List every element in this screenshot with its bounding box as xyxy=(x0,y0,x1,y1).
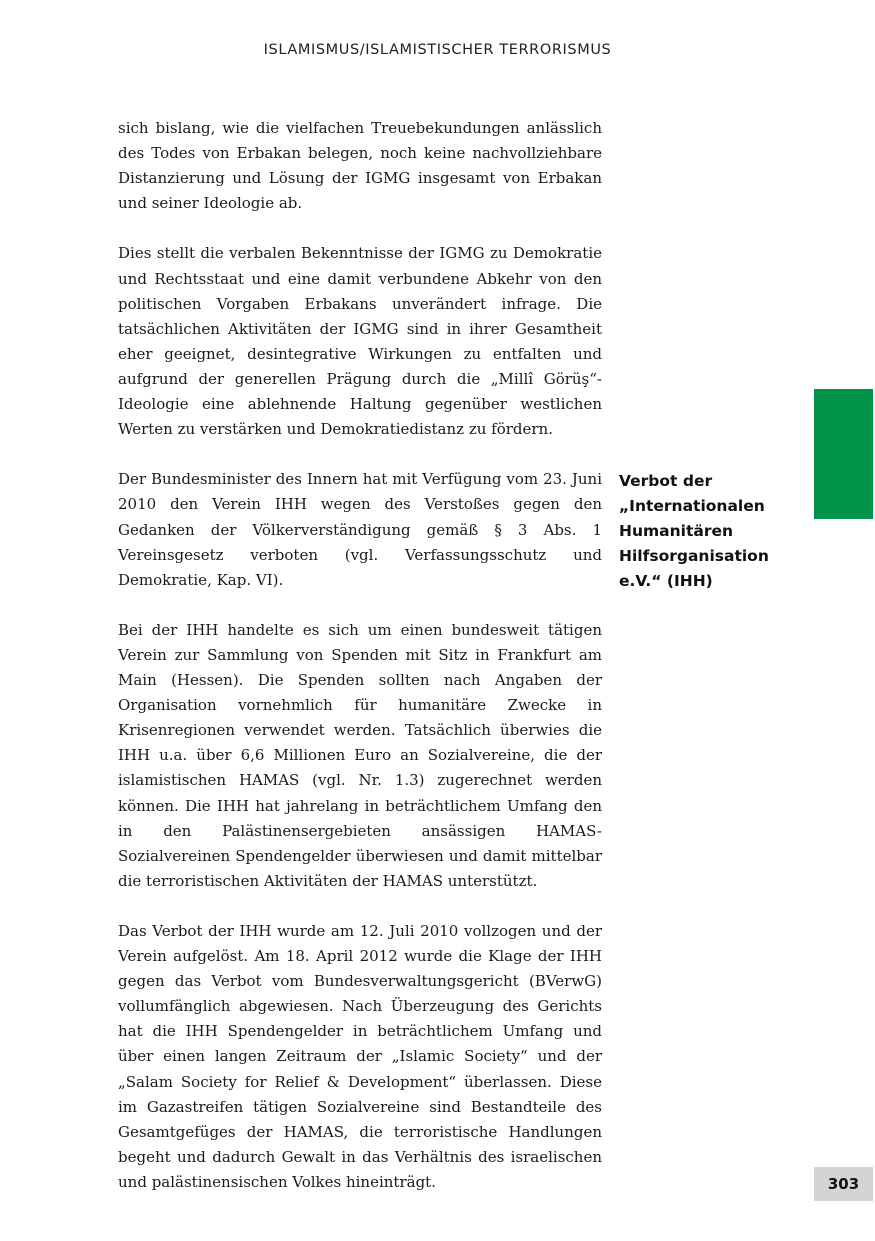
paragraph-3: Der Bundesminister des Innern hat mit Verfügung vom 23. Juni 2010 den Verein IHH wegen des Verstoßes gegen den Gedanken der Völkerverständigung gemäß § 3 Abs. 1 Vereinsgesetz verboten (vgl. Verfassungsschutz und Demokratie, Kap. VI). xyxy=(118,470,602,589)
margin-heading-line: „Internationalen xyxy=(619,497,765,515)
margin-heading-line: Verbot der xyxy=(619,472,713,490)
margin-heading-line: Hilfsorganisation xyxy=(619,547,769,565)
paragraph-5: Das Verbot der IHH wurde am 12. Juli 2010 vollzogen und der Verein aufgelöst. Am 18. April 2012 wurde die Klage der IHH gegen das Verbot vom Bundesverwaltungsgericht (BVerwG) vollumfänglich abgewiesen. Nach Überzeugung des Gerichts hat die IHH Spendengelder in beträchtlichem Umfang und über einen langen Zeitraum der „Islamic Society“ und der „Salam Society for Relief & Development“ überlassen. Diese im Gazastreifen tätigen Sozialvereine sind Bestandteile des Gesamtgefüges der HAMAS, die terroristische Handlungen begeht und dadurch Gewalt in das Verhältnis des israelischen und palästinensischen Volkes hineinträgt. xyxy=(118,922,602,1191)
section-color-tab xyxy=(814,389,873,519)
margin-heading-line: e.V.“ (IHH) xyxy=(619,572,713,590)
margin-heading xyxy=(619,469,789,594)
paragraph-2: Dies stellt die verbalen Bekenntnisse der IGMG zu Demokratie und Rechtsstaat und eine damit verbundene Abkehr von den politischen Vorgaben Erbakans unverändert infrage. Die tatsächlichen Aktivitäten der IGMG sind in ihrer Gesamtheit eher geeignet, desintegrative Wirkungen zu entfalten und aufgrund der generellen Prägung durch die „Millî Görüş“-Ideologie eine ablehnende Haltung gegenüber westlichen Werten zu verstärken und Demokratiedistanz zu fördern. xyxy=(118,244,602,439)
paragraph-1: sich bislang, wie die vielfachen Treuebekundungen anlässlich des Todes von Erbakan belegen, noch keine nachvollziehbare Distanzierung und Lösung der IGMG insgesamt von Erbakan und seiner Ideologie ab. xyxy=(118,119,602,213)
margin-heading-line: Humanitären xyxy=(619,522,734,540)
paragraph-4: Bei der IHH handelte es sich um einen bundesweit tätigen Verein zur Sammlung von Spenden mit Sitz in Frankfurt am Main (Hessen). Die Spenden sollten nach Angaben der Organisation vornehmlich für humanitäre Zwecke in Krisenregionen verwendet werden. Tatsächlich überwies die IHH u.a. über 6,6 Millionen Euro an Sozialvereine, die der islamistischen HAMAS (vgl. Nr. 1.3) zugerechnet werden können. Die IHH hat jahrelang in beträchtlichem Umfang den in den Palästinensergebieten ansässigen HAMAS-Sozialvereinen Spendengelder überwiesen und damit mittelbar die terroristischen Aktivitäten der HAMAS unterstützt. xyxy=(118,620,602,890)
main-text-column xyxy=(118,116,602,1220)
running-header: ISLAMISMUS/ISLAMISTISCHER TERRORISMUS xyxy=(263,42,612,58)
page-number: 303 xyxy=(814,1167,873,1201)
